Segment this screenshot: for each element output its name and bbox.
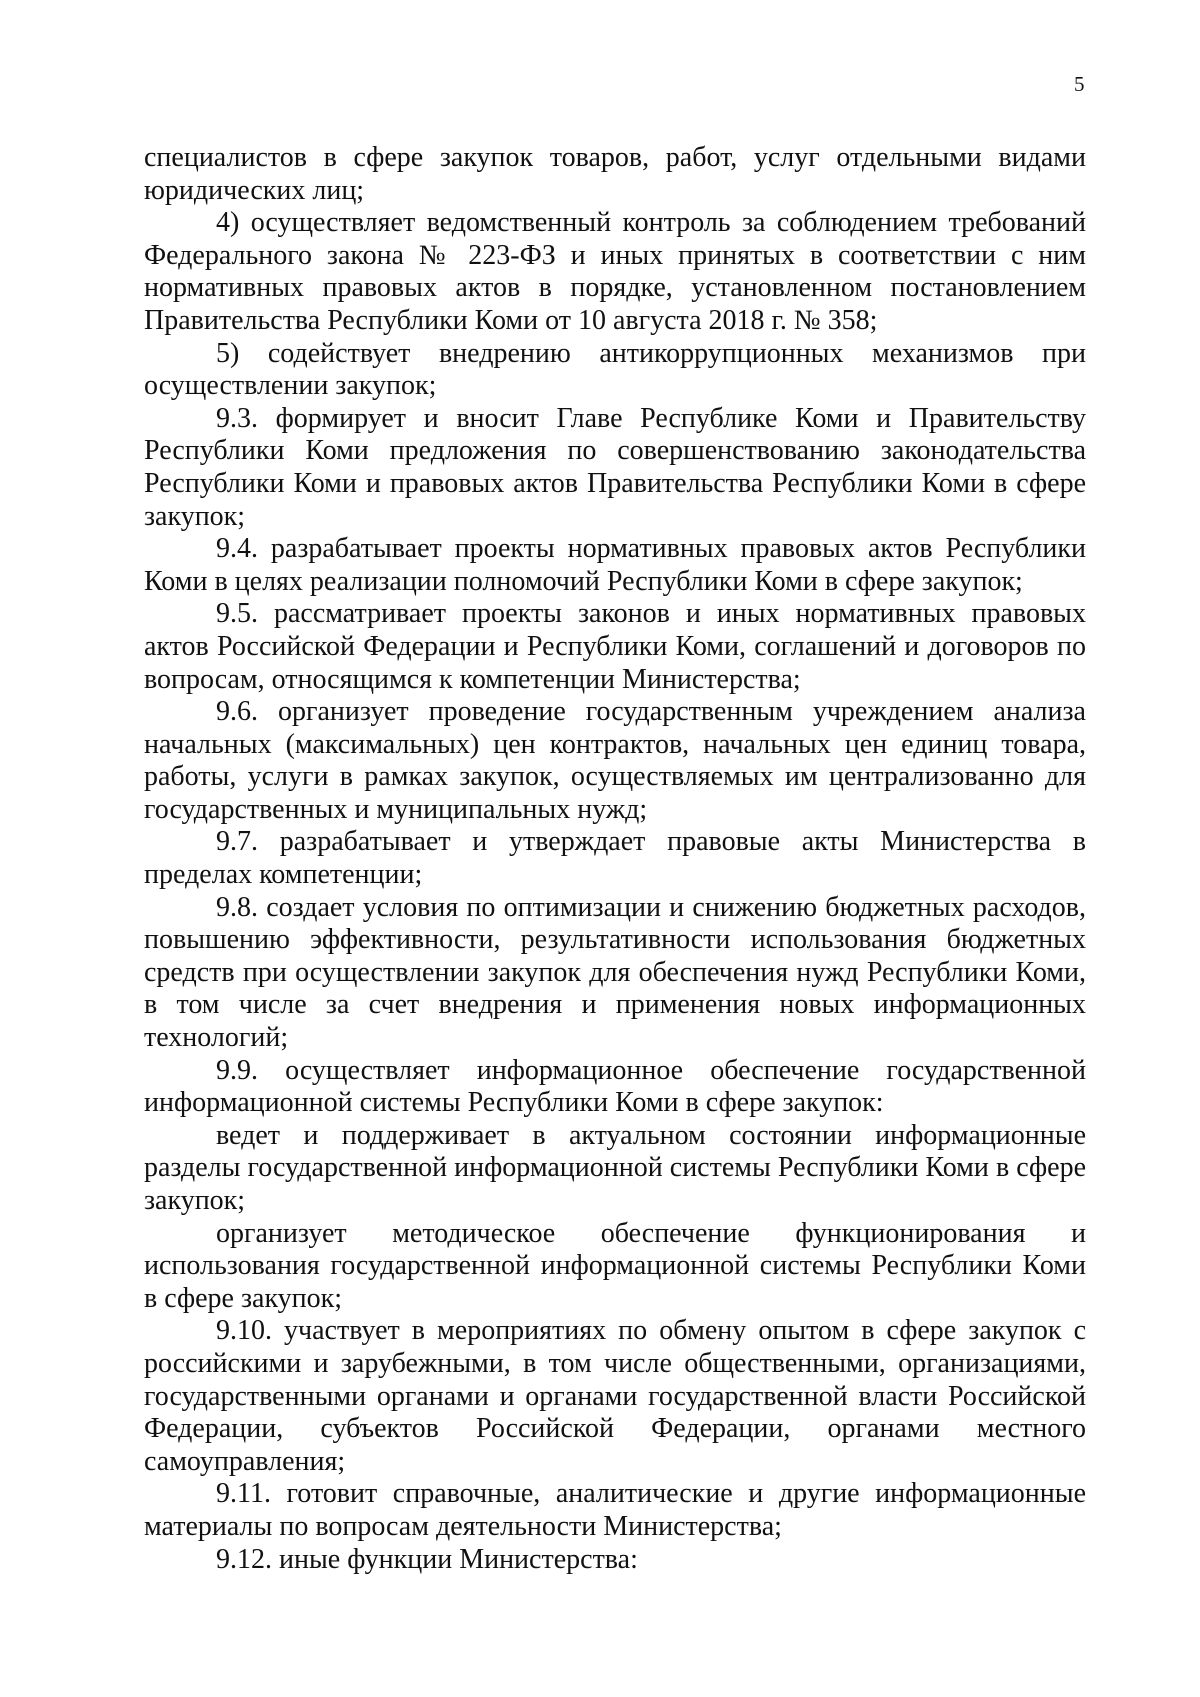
paragraph-9-8: 9.8. создает условия по оптимизации и снижению бюджетных расходов, повышению эффективности, результативности использования бюджетных средств при осуществлении закупок для обеспечения нужд Республики Коми, в том числе за счет внедрения и применения новых информационных технологий; (144, 891, 1086, 1054)
document-body (144, 142, 1086, 1576)
paragraph-9-12: 9.12. иные функции Министерства: (216, 1543, 638, 1575)
paragraph-9-3: 9.3. формирует и вносит Главе Республике Коми и Правительству Республики Коми предложения по совершенствованию законодательства Республики Коми и правовых актов Правительства Республики Коми в сфере закупок; (144, 402, 1086, 532)
paragraph-9-6: 9.6. организует проведение государственным учреждением анализа начальных (максимальных) цен контрактов, начальных цен единиц товара, работы, услуги в рамках закупок, осуществляемых им централизованно для государственных и муниципальных нужд; (144, 696, 1086, 825)
paragraph-9-7: 9.7. разрабатывает и утверждает правовые акты Министерства в пределах компетенции; (144, 826, 1086, 891)
paragraph-item-4: 4) осуществляет ведомственный контроль за соблюдением требований Федерального закона № 223-ФЗ и иных принятых в соответствии с ним нормативных правовых актов в порядке, установленном постановлением Правительства Республики Коми от 10 августа 2018 г. № 358; (144, 207, 1086, 336)
paragraph-9-9: 9.9. осуществляет информационное обеспечение государственной информационной системы Республики Коми в сфере закупок: (144, 1054, 1086, 1119)
paragraph-9-11: 9.11. готовит справочные, аналитические и другие информационные материалы по вопросам деятельности Министерства; (144, 1478, 1086, 1542)
paragraph-9-9-sub-1: ведет и поддерживает в актуальном состоянии информационные разделы государственной информационной системы Республики Коми в сфере закупок; (144, 1119, 1086, 1216)
paragraph-item-5: 5) содействует внедрению антикоррупционных механизмов при осуществлении закупок; (144, 337, 1086, 402)
paragraph-9-4: 9.4. разрабатывает проекты нормативных правовых актов Республики Коми в целях реализации полномочий Республики Коми в сфере закупок; (144, 533, 1086, 597)
paragraph-9-9-sub-2: организует методическое обеспечение функционирования и использования государственной информационной системы Республики Коми в сфере закупок; (144, 1217, 1086, 1314)
paragraph-continuation: специалистов в сфере закупок товаров, работ, услуг отдельными видами юридических лиц; (144, 142, 1086, 206)
paragraph-9-10: 9.10. участвует в мероприятиях по обмену опытом в сфере закупок с российскими и зарубежными, в том числе общественными, организациями, государственными органами и органами государственной власти Российской Федерации, субъектов Российской Федерации, органами местного самоуправления; (144, 1315, 1086, 1477)
paragraph-9-5: 9.5. рассматривает проекты законов и иных нормативных правовых актов Российской Федерации и Республики Коми, соглашений и договоров по вопросам, относящимся к компетенции Министерства; (144, 598, 1086, 695)
page-number: 5 (1074, 72, 1085, 96)
